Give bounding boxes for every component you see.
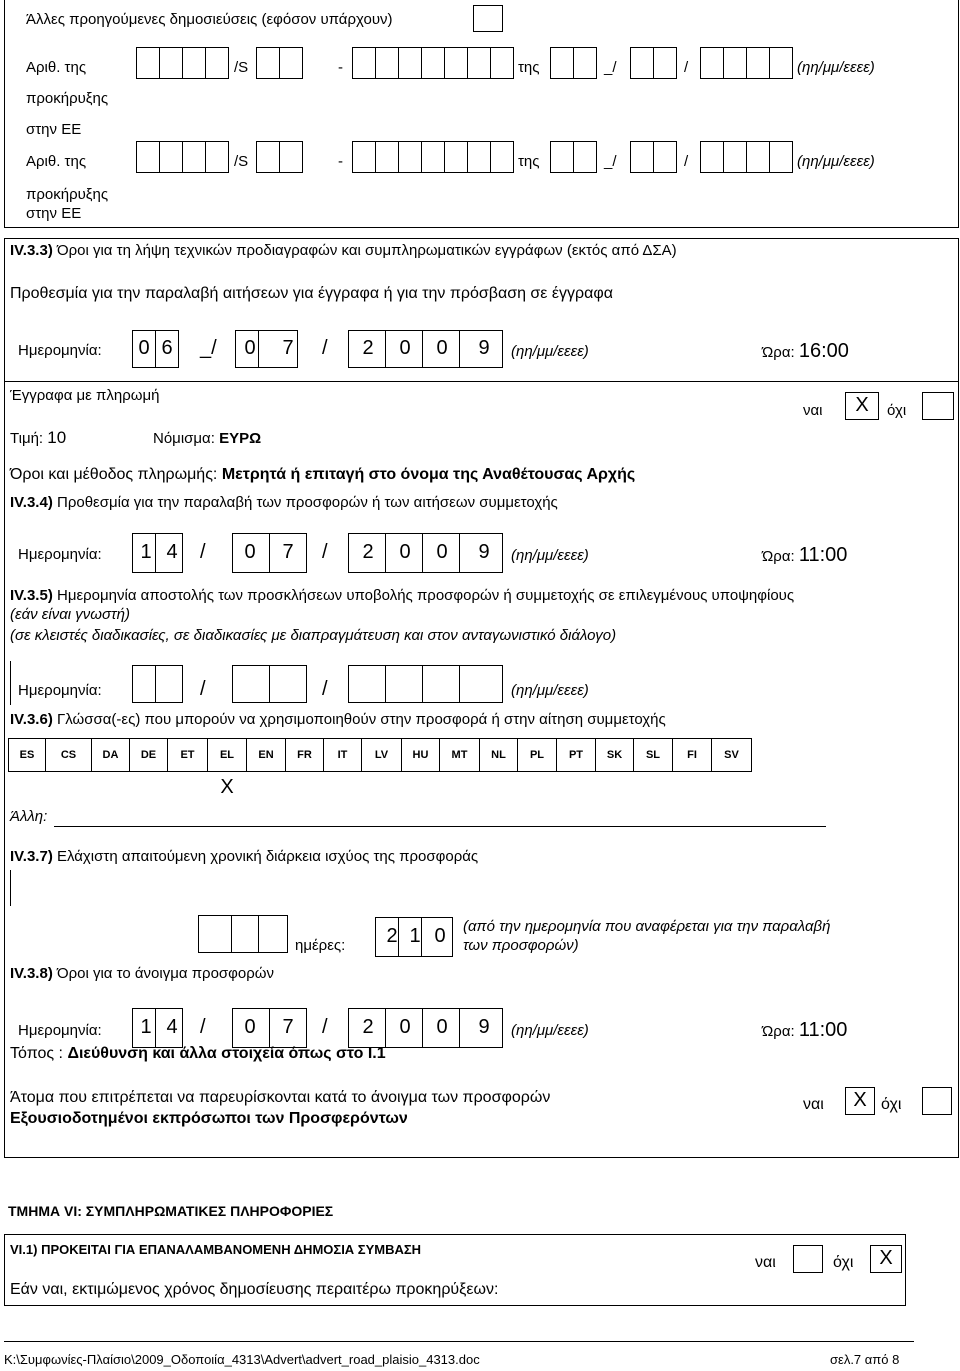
- vi1-yes-checkbox[interactable]: [793, 1245, 823, 1273]
- s435-heading: [10, 587, 794, 604]
- s433-time-value: 16:00: [798, 340, 849, 362]
- s438-year-digit: 0: [436, 1016, 448, 1038]
- s438-place-value: Διεύθυνση και άλλα στοιχεία όπως στο Ι.1: [67, 1045, 386, 1062]
- s433-deadline-label: Προθεσμία για την παραλαβή αιτήσεων για έγγραφα ή για την πρόσβαση σε έγγραφα: [10, 285, 613, 302]
- prev-pub2-date-format: (ηη/μμ/εεεε): [797, 153, 875, 170]
- prev-pub1-sep-s: /S: [234, 59, 249, 76]
- s434-date-sep1: /: [200, 541, 206, 563]
- lang-checkbox-nl[interactable]: NL: [480, 738, 518, 772]
- lang-checkbox-mt[interactable]: MT: [440, 738, 480, 772]
- s433-currency: [153, 430, 261, 447]
- prev-pub1-sep-dash: -: [338, 59, 343, 76]
- prev-pub2-num-box[interactable]: [352, 141, 376, 173]
- prev-pub1-date-box[interactable]: [573, 47, 597, 79]
- s438-year-digit: 9: [478, 1016, 490, 1038]
- s433-yes-mark: X: [855, 394, 869, 416]
- lang-checkbox-el[interactable]: EL: [208, 738, 247, 772]
- prev-pub2-num-box[interactable]: [256, 141, 280, 173]
- prev-pub2-label: Αριθ. της: [26, 153, 87, 170]
- s435-month-box[interactable]: [232, 665, 270, 703]
- prev-pub2-date-box[interactable]: [700, 141, 724, 173]
- prev-pub1-date-sep2: /: [684, 59, 689, 76]
- lang-checkbox-hu[interactable]: HU: [402, 738, 440, 772]
- s438-date-sep2: /: [322, 1016, 328, 1038]
- s433-date-sep2: /: [322, 337, 328, 359]
- s434-number: IV.3.4): [10, 494, 53, 511]
- lang-checkbox-fi[interactable]: FI: [673, 738, 712, 772]
- s434-date-sep2: /: [322, 541, 328, 563]
- prev-pub2-num-box[interactable]: [398, 141, 422, 173]
- prev-pub1-num-box[interactable]: [467, 47, 491, 79]
- s438-month-digit: 0: [244, 1016, 256, 1038]
- prev-pub1-num-box[interactable]: [182, 47, 206, 79]
- s433-day-digit: 0: [138, 337, 150, 359]
- prev-pub1-of-label: της: [518, 59, 540, 76]
- vi1-no-mark: X: [879, 1247, 893, 1269]
- prev-pub1-label-3: στην ΕΕ: [26, 121, 82, 138]
- s436-other-label: Άλλη:: [10, 808, 48, 825]
- s438-day-digit: 1: [140, 1016, 152, 1038]
- s435-year-box[interactable]: [348, 665, 386, 703]
- s435-day-box[interactable]: [132, 665, 156, 703]
- s438-date-sep1: /: [200, 1016, 206, 1038]
- s435-note1: (εάν είναι γνωστή): [10, 606, 130, 623]
- section6-title: ΤΜΗΜΑ VI: ΣΥΜΠΛΗΡΩΜΑΤΙΚΕΣ ΠΛΗΡΟΦΟΡΙΕΣ: [8, 1203, 334, 1219]
- s433-payment: [10, 466, 635, 484]
- s434-month-digit: 0: [244, 541, 256, 563]
- prev-pub1-date-format: (ηη/μμ/εεεε): [797, 59, 875, 76]
- prev-pub1-date-box[interactable]: [653, 47, 677, 79]
- s433-day-digit: 6: [161, 337, 173, 359]
- s433-paid-docs-label: Έγγραφα με πληρωμή: [10, 387, 160, 404]
- s438-title: Όροι για το άνοιγμα προσφορών: [56, 965, 274, 982]
- s433-currency-label: Νόμισμα:: [153, 430, 215, 447]
- s433-date-sep1: _/: [200, 337, 217, 359]
- s433-title: Όροι για τη λήψη τεχνικών προδιαγραφών και συμπληρωματικών εγγράφων (εκτός από ΔΣΑ): [56, 242, 677, 259]
- s434-time: [762, 544, 847, 567]
- prev-pub2-of-label: της: [518, 153, 540, 170]
- prev-pub2-num-box[interactable]: [159, 141, 183, 173]
- s433-no-checkbox[interactable]: [922, 392, 954, 420]
- prev-pub1-label-2: προκήρυξης: [26, 90, 109, 107]
- lang-checkbox-sk[interactable]: SK: [596, 738, 634, 772]
- prev-pub2-label-3: στην ΕΕ: [26, 205, 82, 222]
- prev-pub1-label: Αριθ. της: [26, 59, 87, 76]
- s438-time: [762, 1019, 847, 1042]
- s438-day-digit: 4: [166, 1016, 178, 1038]
- s438-year-digit: 0: [399, 1016, 411, 1038]
- lang-checkbox-en[interactable]: EN: [247, 738, 286, 772]
- s433-date-format: (ηη/μμ/εεεε): [511, 343, 589, 360]
- s433-year-digit: 0: [399, 337, 411, 359]
- lang-checkbox-sv[interactable]: SV: [712, 738, 752, 772]
- s438-time-value: 11:00: [798, 1019, 848, 1041]
- lang-checkbox-fr[interactable]: FR: [286, 738, 324, 772]
- s433-year-digit: 9: [478, 337, 490, 359]
- s433-heading: [10, 242, 677, 259]
- lang-el-selected-mark: X: [220, 776, 234, 798]
- s434-year-digit: 0: [399, 541, 411, 563]
- prev-pub2-num-box[interactable]: [444, 141, 468, 173]
- prev-pub2-num-box[interactable]: [279, 141, 303, 173]
- s435-day-box[interactable]: [155, 665, 183, 703]
- prev-pub2-label-2: προκήρυξης: [26, 186, 109, 203]
- s434-date-format: (ηη/μμ/εεεε): [511, 547, 589, 564]
- s435-date-label: Ημερομηνία:: [18, 682, 102, 699]
- s438-yes-label: ναι: [803, 1096, 824, 1113]
- s433-price-value: 10: [47, 428, 67, 447]
- s437-number: IV.3.7): [10, 848, 53, 865]
- s433-year-digit: 2: [362, 337, 374, 359]
- lang-checkbox-cs[interactable]: CS: [46, 738, 92, 772]
- prev-publications-checkbox[interactable]: [473, 5, 503, 32]
- s433-price-label: Τιμή:: [10, 430, 44, 447]
- prev-pub2-date-sep1: _/: [604, 153, 617, 170]
- prev-pub1-num-box[interactable]: [352, 47, 376, 79]
- prev-pub1-date-box[interactable]: [550, 47, 574, 79]
- s433-month-digit: 7: [282, 337, 294, 359]
- prev-pub2-date-box[interactable]: [630, 141, 654, 173]
- vi1-no-label: όχι: [833, 1254, 854, 1271]
- s434-day-digit: 1: [140, 541, 152, 563]
- s435-year-box[interactable]: [385, 665, 423, 703]
- s438-persons-value: Εξουσιοδοτημένοι εκπρόσωποι των Προσφερόντων: [10, 1110, 408, 1127]
- lang-checkbox-sl[interactable]: SL: [634, 738, 673, 772]
- s436-title: Γλώσσα(-ες) που μπορούν να χρησιμοποιηθούν στην προσφορά ή στην αίτηση συμμετοχής: [56, 711, 666, 728]
- prev-pub1-num-box[interactable]: [279, 47, 303, 79]
- prev-pub2-num-box[interactable]: [205, 141, 229, 173]
- s433-payment-label: Όροι και μέθοδος πληρωμής:: [10, 466, 218, 483]
- lang-checkbox-da[interactable]: DA: [92, 738, 130, 772]
- prev-pub1-num-box[interactable]: [205, 47, 229, 79]
- s435-left-bar: [10, 661, 11, 705]
- prev-pub1-num-box[interactable]: [398, 47, 422, 79]
- s437-days-label: ημέρες:: [295, 937, 346, 954]
- prev-pub1-num-box[interactable]: [421, 47, 445, 79]
- prev-pub1-num-box[interactable]: [159, 47, 183, 79]
- prev-pub2-num-box[interactable]: [467, 141, 491, 173]
- s435-year-box[interactable]: [422, 665, 460, 703]
- lang-checkbox-lv[interactable]: LV: [362, 738, 402, 772]
- s438-time-label: Ώρα:: [762, 1023, 795, 1040]
- s433-yes-label: ναι: [803, 402, 823, 419]
- s435-title: Ημερομηνία αποστολής των προσκλήσεων υποβολής προσφορών ή συμμετοχής σε επιλεγμένους υποψηφίους: [56, 587, 795, 604]
- s433-month-digit: 0: [244, 337, 256, 359]
- s433-number: IV.3.3): [10, 242, 53, 259]
- s437-days-digit: 0: [434, 925, 446, 947]
- prev-publications-title: Άλλες προηγούμενες δημοσιεύσεις (εφόσον υπάρχουν): [26, 11, 393, 28]
- s433-year-digit: 0: [436, 337, 448, 359]
- footer-page: σελ.7 από 8: [830, 1352, 900, 1367]
- prev-pub2-sep-dash: -: [338, 153, 343, 170]
- s434-title: Προθεσμία για την παραλαβή των προσφορών ή των αιτήσεων συμμετοχής: [56, 494, 558, 511]
- s434-heading: [10, 494, 558, 511]
- s438-date-format: (ηη/μμ/εεεε): [511, 1022, 589, 1039]
- prev-pub2-date-box[interactable]: [746, 141, 770, 173]
- s434-time-label: Ώρα:: [762, 548, 795, 565]
- lang-checkbox-et[interactable]: ET: [168, 738, 208, 772]
- lang-checkbox-pl[interactable]: PL: [518, 738, 557, 772]
- prev-pub2-date-sep2: /: [684, 153, 689, 170]
- prev-pub1-num-box[interactable]: [490, 47, 514, 79]
- vi1-estimate-label: Εάν ναι, εκτιμώμενος χρόνος δημοσίευσης περαιτέρω προκηρύξεων:: [10, 1281, 499, 1298]
- s438-persons-label: Άτομα που επιτρέπεται να παρευρίσκονται κατά το άνοιγμα των προσφορών: [10, 1089, 551, 1106]
- prev-pub2-date-box[interactable]: [550, 141, 574, 173]
- s437-months-box[interactable]: [198, 915, 232, 953]
- prev-pub1-date-box[interactable]: [630, 47, 654, 79]
- prev-pub1-date-sep1: _/: [604, 59, 617, 76]
- s438-month-digit: 7: [282, 1016, 294, 1038]
- s438-date-label: Ημερομηνία:: [18, 1022, 102, 1039]
- s437-months-box[interactable]: [258, 915, 288, 953]
- prev-pub2-date-box[interactable]: [653, 141, 677, 173]
- s437-days-digit: 2: [386, 925, 398, 947]
- footer-rule: [4, 1341, 914, 1342]
- s433-currency-value: ΕΥΡΩ: [219, 430, 262, 447]
- prev-pub2-date-box[interactable]: [769, 141, 793, 173]
- prev-pub2-num-box[interactable]: [375, 141, 399, 173]
- prev-pub1-date-box[interactable]: [700, 47, 724, 79]
- s433-payment-value: Μετρητά ή επιταγή στο όνομα της Αναθέτουσας Αρχής: [221, 466, 636, 483]
- s433-paid-docs-frame: [4, 381, 959, 382]
- prev-pub1-num-box[interactable]: [136, 47, 160, 79]
- s437-days-digit: 1: [409, 925, 421, 947]
- s437-note-line2: των προσφορών): [463, 937, 579, 954]
- s435-date-sep2: /: [322, 678, 328, 700]
- prev-pub1-date-box[interactable]: [769, 47, 793, 79]
- prev-publications-frame: [4, 0, 959, 228]
- prev-pub1-num-box[interactable]: [256, 47, 280, 79]
- s437-heading: [10, 848, 478, 865]
- s433-time: [762, 340, 849, 363]
- s438-year-digit: 2: [362, 1016, 374, 1038]
- s434-month-digit: 7: [282, 541, 294, 563]
- s437-left-bar: [10, 870, 11, 906]
- s437-note-line1: (από την ημερομηνία που αναφέρεται για την παραλαβή: [463, 918, 831, 935]
- s435-month-box[interactable]: [269, 665, 307, 703]
- prev-pub1-num-box[interactable]: [444, 47, 468, 79]
- vi1-label: VI.1) ΠΡΟΚΕΙΤΑΙ ΓΙΑ ΕΠΑΝΑΛΑΜΒΑΝΟΜΕΝΗ ΔΗΜΟΣΙΑ ΣΥΜΒΑΣΗ: [10, 1242, 422, 1257]
- s436-heading: [10, 711, 666, 728]
- prev-pub2-date-box[interactable]: [573, 141, 597, 173]
- s438-place-label: Τόπος :: [10, 1045, 63, 1062]
- s434-date-label: Ημερομηνία:: [18, 546, 102, 563]
- prev-pub1-num-box[interactable]: [375, 47, 399, 79]
- s433-time-label: Ώρα:: [762, 344, 795, 361]
- prev-pub1-date-box[interactable]: [723, 47, 747, 79]
- s438-place: [10, 1045, 386, 1063]
- s438-no-label: όχι: [881, 1096, 902, 1113]
- s436-number: IV.3.6): [10, 711, 53, 728]
- s438-yes-mark: X: [853, 1089, 867, 1111]
- s438-heading: [10, 965, 274, 982]
- s433-price: [10, 428, 66, 448]
- s433-date-label: Ημερομηνία:: [18, 342, 102, 359]
- s438-no-checkbox[interactable]: [922, 1087, 952, 1115]
- footer-path: K:\Συμφωνίες-Πλαίσιο\2009_Οδοποιία_4313\Advert\advert_road_plaisio_4313.doc: [4, 1352, 480, 1367]
- prev-pub2-sep-s: /S: [234, 153, 249, 170]
- s434-year-digit: 0: [436, 541, 448, 563]
- s434-day-digit: 4: [166, 541, 178, 563]
- vi1-yes-label: ναι: [755, 1254, 776, 1271]
- prev-pub2-num-box[interactable]: [421, 141, 445, 173]
- s434-year-digit: 9: [478, 541, 490, 563]
- s434-time-value: 11:00: [798, 544, 848, 566]
- prev-pub2-num-box[interactable]: [136, 141, 160, 173]
- prev-pub2-num-box[interactable]: [182, 141, 206, 173]
- lang-checkbox-pt[interactable]: PT: [557, 738, 596, 772]
- s435-date-format: (ηη/μμ/εεεε): [511, 682, 589, 699]
- s437-months-box[interactable]: [231, 915, 259, 953]
- prev-pub2-date-box[interactable]: [723, 141, 747, 173]
- s435-note2: (σε κλειστές διαδικασίες, σε διαδικασίες με διαπραγμάτευση και στον ανταγωνιστικό διάλογο): [10, 627, 617, 644]
- s433-no-label: όχι: [887, 402, 907, 419]
- s435-number: IV.3.5): [10, 587, 53, 604]
- lang-checkbox-es[interactable]: ES: [8, 738, 46, 772]
- lang-checkbox-de[interactable]: DE: [130, 738, 168, 772]
- s436-other-line[interactable]: [54, 826, 826, 827]
- s437-title: Ελάχιστη απαιτούμενη χρονική διάρκεια ισχύος της προσφοράς: [56, 848, 479, 865]
- s435-date-sep1: /: [200, 678, 206, 700]
- lang-checkbox-it[interactable]: IT: [324, 738, 362, 772]
- s438-number: IV.3.8): [10, 965, 53, 982]
- prev-pub2-num-box[interactable]: [490, 141, 514, 173]
- s435-year-box[interactable]: [459, 665, 503, 703]
- s434-year-digit: 2: [362, 541, 374, 563]
- prev-pub1-date-box[interactable]: [746, 47, 770, 79]
